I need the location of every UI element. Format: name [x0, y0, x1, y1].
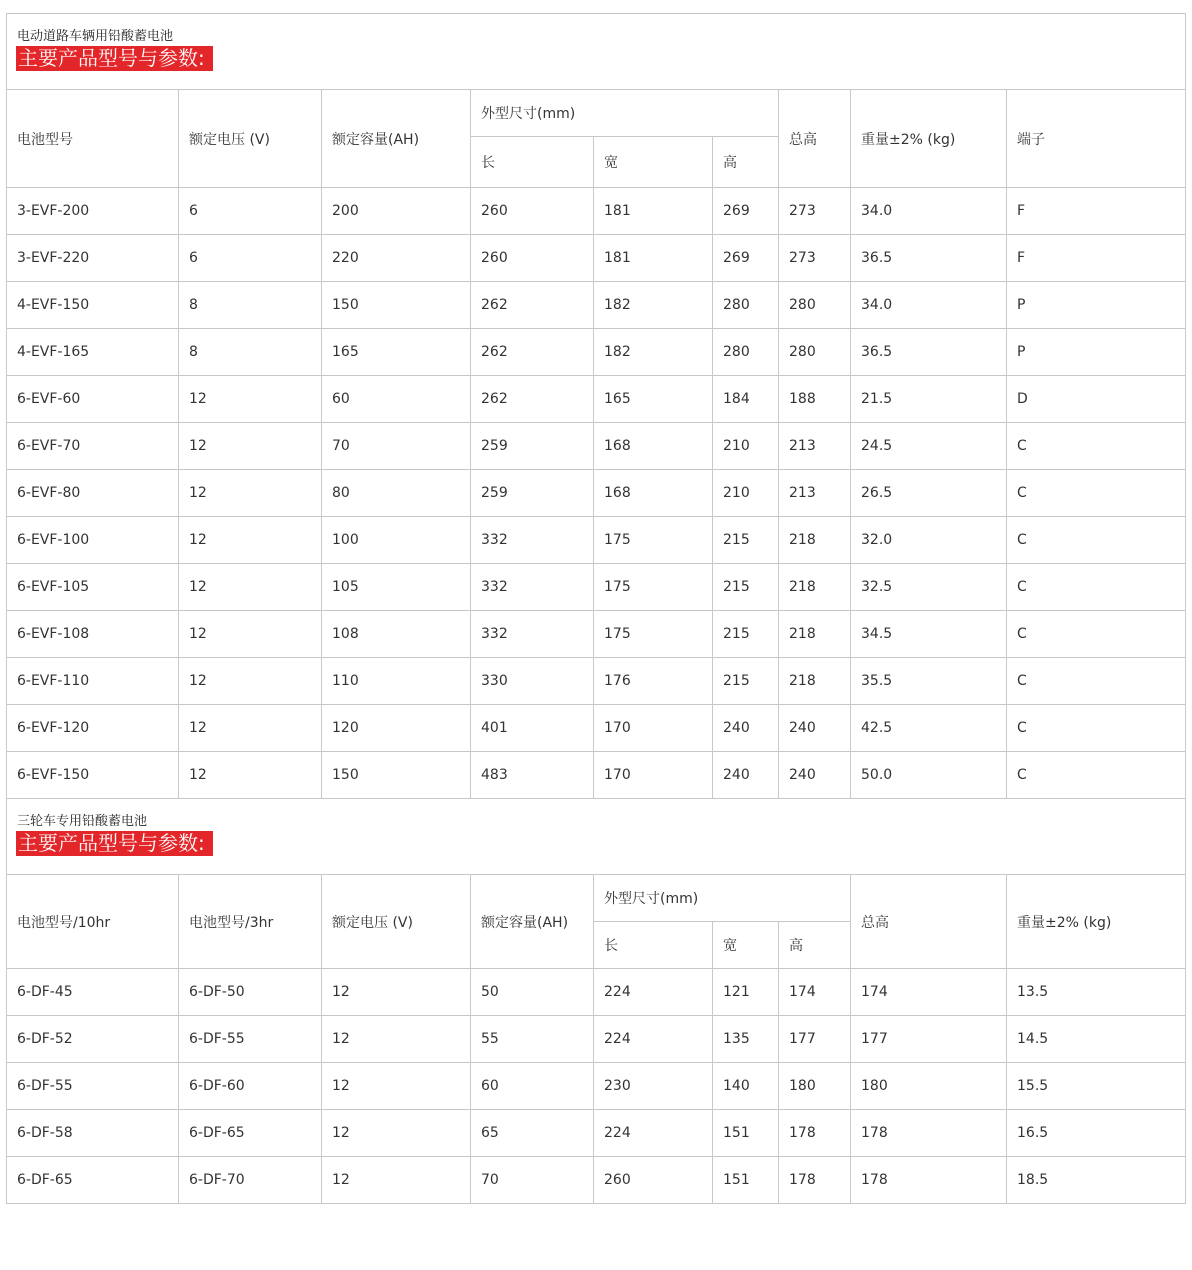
table-cell: C	[1007, 517, 1186, 564]
table-cell: 6-DF-58	[7, 1110, 179, 1157]
table-cell: 6-EVF-110	[7, 658, 179, 705]
table-cell: 151	[713, 1110, 779, 1157]
table-cell: 176	[594, 658, 713, 705]
table-cell: 12	[179, 611, 322, 658]
header-model: 电池型号	[7, 90, 179, 188]
table-cell: 6-DF-65	[7, 1157, 179, 1204]
table-cell: 6-DF-70	[179, 1157, 322, 1204]
table-cell: 6-DF-50	[179, 969, 322, 1016]
table-cell: 170	[594, 752, 713, 799]
table-cell: 181	[594, 235, 713, 282]
table-cell: 21.5	[851, 376, 1007, 423]
table-cell: C	[1007, 564, 1186, 611]
table-cell: 262	[471, 329, 594, 376]
header-voltage: 额定电压 (V)	[322, 875, 471, 969]
table-cell: 332	[471, 564, 594, 611]
table-cell: 8	[179, 329, 322, 376]
table-cell: 12	[179, 423, 322, 470]
table-cell: 178	[779, 1157, 851, 1204]
table-cell: 269	[713, 235, 779, 282]
table-row	[7, 705, 1186, 752]
table-cell: 213	[779, 470, 851, 517]
table-cell: D	[1007, 376, 1186, 423]
table-cell: 210	[713, 423, 779, 470]
table-cell: 110	[322, 658, 471, 705]
table-cell: 262	[471, 376, 594, 423]
table-cell: 8	[179, 282, 322, 329]
section-caption	[7, 799, 1186, 875]
table-cell: 42.5	[851, 705, 1007, 752]
table-cell: 181	[594, 188, 713, 235]
header-length: 长	[471, 137, 594, 188]
table-cell: 224	[594, 1016, 713, 1063]
ev-battery-spec-table	[6, 13, 1186, 799]
table-cell: 6-DF-55	[179, 1016, 322, 1063]
table-cell: 165	[594, 376, 713, 423]
table-cell: C	[1007, 423, 1186, 470]
table-cell: 177	[851, 1016, 1007, 1063]
table-cell: F	[1007, 188, 1186, 235]
table-cell: P	[1007, 282, 1186, 329]
table-cell: 6-DF-65	[179, 1110, 322, 1157]
table-cell: 60	[471, 1063, 594, 1110]
table-cell: 4-EVF-150	[7, 282, 179, 329]
table-cell: 240	[713, 705, 779, 752]
table-cell: 100	[322, 517, 471, 564]
table-cell: 32.0	[851, 517, 1007, 564]
table-cell: 6-DF-45	[7, 969, 179, 1016]
header-width: 宽	[594, 137, 713, 188]
table-cell: 188	[779, 376, 851, 423]
table-cell: 483	[471, 752, 594, 799]
table-cell: 26.5	[851, 470, 1007, 517]
table-cell: 12	[322, 1063, 471, 1110]
table-cell: 280	[779, 282, 851, 329]
table-cell: 12	[322, 1110, 471, 1157]
table-cell: 105	[322, 564, 471, 611]
table-cell: 6-EVF-105	[7, 564, 179, 611]
table-cell: 6-EVF-100	[7, 517, 179, 564]
table-row	[7, 969, 1186, 1016]
table-row	[7, 564, 1186, 611]
table-cell: 182	[594, 282, 713, 329]
table-cell: 6-DF-60	[179, 1063, 322, 1110]
header-height: 高	[779, 922, 851, 969]
table-cell: 280	[779, 329, 851, 376]
table-cell: 332	[471, 517, 594, 564]
table-cell: 12	[179, 658, 322, 705]
table-cell: 213	[779, 423, 851, 470]
header-height: 高	[713, 137, 779, 188]
table-cell: 168	[594, 470, 713, 517]
table-cell: 3-EVF-220	[7, 235, 179, 282]
table-cell: 12	[179, 705, 322, 752]
header-terminal: 端子	[1007, 90, 1186, 188]
section-banner: 主要产品型号与参数:	[16, 831, 213, 856]
table-cell: 332	[471, 611, 594, 658]
table-cell: C	[1007, 470, 1186, 517]
table-cell: 330	[471, 658, 594, 705]
table-cell: 184	[713, 376, 779, 423]
table-cell: 259	[471, 423, 594, 470]
table-row	[7, 235, 1186, 282]
header-width: 宽	[713, 922, 779, 969]
table-cell: 6	[179, 188, 322, 235]
table-body	[7, 188, 1186, 799]
table-cell: 6-DF-52	[7, 1016, 179, 1063]
table-cell: 6-EVF-120	[7, 705, 179, 752]
table-row	[7, 1110, 1186, 1157]
table-cell: 174	[851, 969, 1007, 1016]
header-length: 长	[594, 922, 713, 969]
table-cell: 50.0	[851, 752, 1007, 799]
table-cell: 121	[713, 969, 779, 1016]
tricycle-battery-spec-table	[6, 798, 1186, 1204]
table-cell: 175	[594, 517, 713, 564]
table-cell: 170	[594, 705, 713, 752]
table-cell: 180	[851, 1063, 1007, 1110]
table-cell: 135	[713, 1016, 779, 1063]
table-cell: 215	[713, 564, 779, 611]
table-cell: 36.5	[851, 329, 1007, 376]
table-cell: C	[1007, 705, 1186, 752]
table-cell: 108	[322, 611, 471, 658]
table-cell: 80	[322, 470, 471, 517]
table-cell: 12	[322, 1016, 471, 1063]
table-row	[7, 188, 1186, 235]
table-cell: 262	[471, 282, 594, 329]
table-cell: 178	[779, 1110, 851, 1157]
table-cell: 182	[594, 329, 713, 376]
table-cell: 224	[594, 969, 713, 1016]
table-cell: 12	[179, 517, 322, 564]
table-row	[7, 329, 1186, 376]
table-cell: 32.5	[851, 564, 1007, 611]
section-subtitle: 电动道路车辆用铅酸蓄电池	[17, 29, 174, 44]
table-cell: 150	[322, 282, 471, 329]
table-cell: 12	[179, 470, 322, 517]
table-cell: 6-DF-55	[7, 1063, 179, 1110]
table-cell: 175	[594, 564, 713, 611]
table-cell: 3-EVF-200	[7, 188, 179, 235]
table-cell: 151	[713, 1157, 779, 1204]
table-cell: 12	[322, 969, 471, 1016]
table-cell: 70	[322, 423, 471, 470]
table-row	[7, 423, 1186, 470]
table-cell: 12	[322, 1157, 471, 1204]
table-cell: C	[1007, 611, 1186, 658]
section-subtitle: 三轮车专用铅酸蓄电池	[17, 814, 148, 829]
table-cell: 175	[594, 611, 713, 658]
table-cell: 24.5	[851, 423, 1007, 470]
header-weight: 重量±2% (kg)	[851, 90, 1007, 188]
table-cell: 240	[779, 752, 851, 799]
table-cell: 280	[713, 282, 779, 329]
table-cell: 215	[713, 517, 779, 564]
table-cell: 178	[851, 1157, 1007, 1204]
table-cell: 165	[322, 329, 471, 376]
header-capacity: 额定容量(AH)	[322, 90, 471, 188]
table-cell: 218	[779, 658, 851, 705]
table-cell: 177	[779, 1016, 851, 1063]
table-cell: 140	[713, 1063, 779, 1110]
table-cell: 218	[779, 517, 851, 564]
header-capacity: 额定容量(AH)	[471, 875, 594, 969]
table-row	[7, 658, 1186, 705]
table-cell: 13.5	[1007, 969, 1186, 1016]
table-cell: 35.5	[851, 658, 1007, 705]
table-cell: 6-EVF-108	[7, 611, 179, 658]
header-model-10hr: 电池型号/10hr	[7, 875, 179, 969]
section-caption	[7, 14, 1186, 90]
header-total-height: 总高	[779, 90, 851, 188]
header-voltage: 额定电压 (V)	[179, 90, 322, 188]
table-cell: 6-EVF-70	[7, 423, 179, 470]
section-banner: 主要产品型号与参数:	[16, 46, 213, 71]
table-cell: 168	[594, 423, 713, 470]
table-cell: 18.5	[1007, 1157, 1186, 1204]
table-cell: C	[1007, 658, 1186, 705]
table-cell: 60	[322, 376, 471, 423]
table-row	[7, 376, 1186, 423]
table-cell: 34.0	[851, 188, 1007, 235]
table-row	[7, 282, 1186, 329]
table-cell: 280	[713, 329, 779, 376]
table-cell: 178	[851, 1110, 1007, 1157]
table-cell: 218	[779, 611, 851, 658]
table-cell: 12	[179, 752, 322, 799]
table-cell: 174	[779, 969, 851, 1016]
table-row	[7, 752, 1186, 799]
table-cell: 12	[179, 376, 322, 423]
header-total-height: 总高	[851, 875, 1007, 969]
table-cell: 14.5	[1007, 1016, 1186, 1063]
table-cell: 50	[471, 969, 594, 1016]
table-cell: 6-EVF-150	[7, 752, 179, 799]
table-cell: 34.0	[851, 282, 1007, 329]
table-cell: 269	[713, 188, 779, 235]
table-cell: 180	[779, 1063, 851, 1110]
table-cell: 260	[594, 1157, 713, 1204]
table-cell: 36.5	[851, 235, 1007, 282]
header-weight: 重量±2% (kg)	[1007, 875, 1186, 969]
header-model-3hr: 电池型号/3hr	[179, 875, 322, 969]
table-cell: 230	[594, 1063, 713, 1110]
table-cell: 210	[713, 470, 779, 517]
table-row	[7, 611, 1186, 658]
table-cell: P	[1007, 329, 1186, 376]
table-cell: 6-EVF-80	[7, 470, 179, 517]
table-cell: 16.5	[1007, 1110, 1186, 1157]
table-cell: 6	[179, 235, 322, 282]
table-cell: 218	[779, 564, 851, 611]
table-cell: 273	[779, 188, 851, 235]
table-cell: 260	[471, 235, 594, 282]
table-row	[7, 517, 1186, 564]
header-dimensions: 外型尺寸(mm)	[594, 875, 851, 922]
table-row	[7, 1063, 1186, 1110]
table-cell: 12	[179, 564, 322, 611]
table-cell: 240	[779, 705, 851, 752]
table-cell: 401	[471, 705, 594, 752]
table-cell: 240	[713, 752, 779, 799]
table-cell: 200	[322, 188, 471, 235]
table-row	[7, 1157, 1186, 1204]
table-cell: 120	[322, 705, 471, 752]
table-cell: 220	[322, 235, 471, 282]
table-cell: 150	[322, 752, 471, 799]
table-body	[7, 969, 1186, 1204]
table-cell: 260	[471, 188, 594, 235]
header-dimensions: 外型尺寸(mm)	[471, 90, 779, 137]
table-cell: 273	[779, 235, 851, 282]
table-cell: 215	[713, 611, 779, 658]
table-cell: C	[1007, 752, 1186, 799]
table-cell: 259	[471, 470, 594, 517]
table-cell: 55	[471, 1016, 594, 1063]
table-cell: 34.5	[851, 611, 1007, 658]
table-cell: 15.5	[1007, 1063, 1186, 1110]
table-cell: 224	[594, 1110, 713, 1157]
table-cell: 215	[713, 658, 779, 705]
table-cell: 65	[471, 1110, 594, 1157]
table-cell: F	[1007, 235, 1186, 282]
table-row	[7, 470, 1186, 517]
table-row	[7, 1016, 1186, 1063]
table-cell: 6-EVF-60	[7, 376, 179, 423]
table-cell: 70	[471, 1157, 594, 1204]
table-cell: 4-EVF-165	[7, 329, 179, 376]
